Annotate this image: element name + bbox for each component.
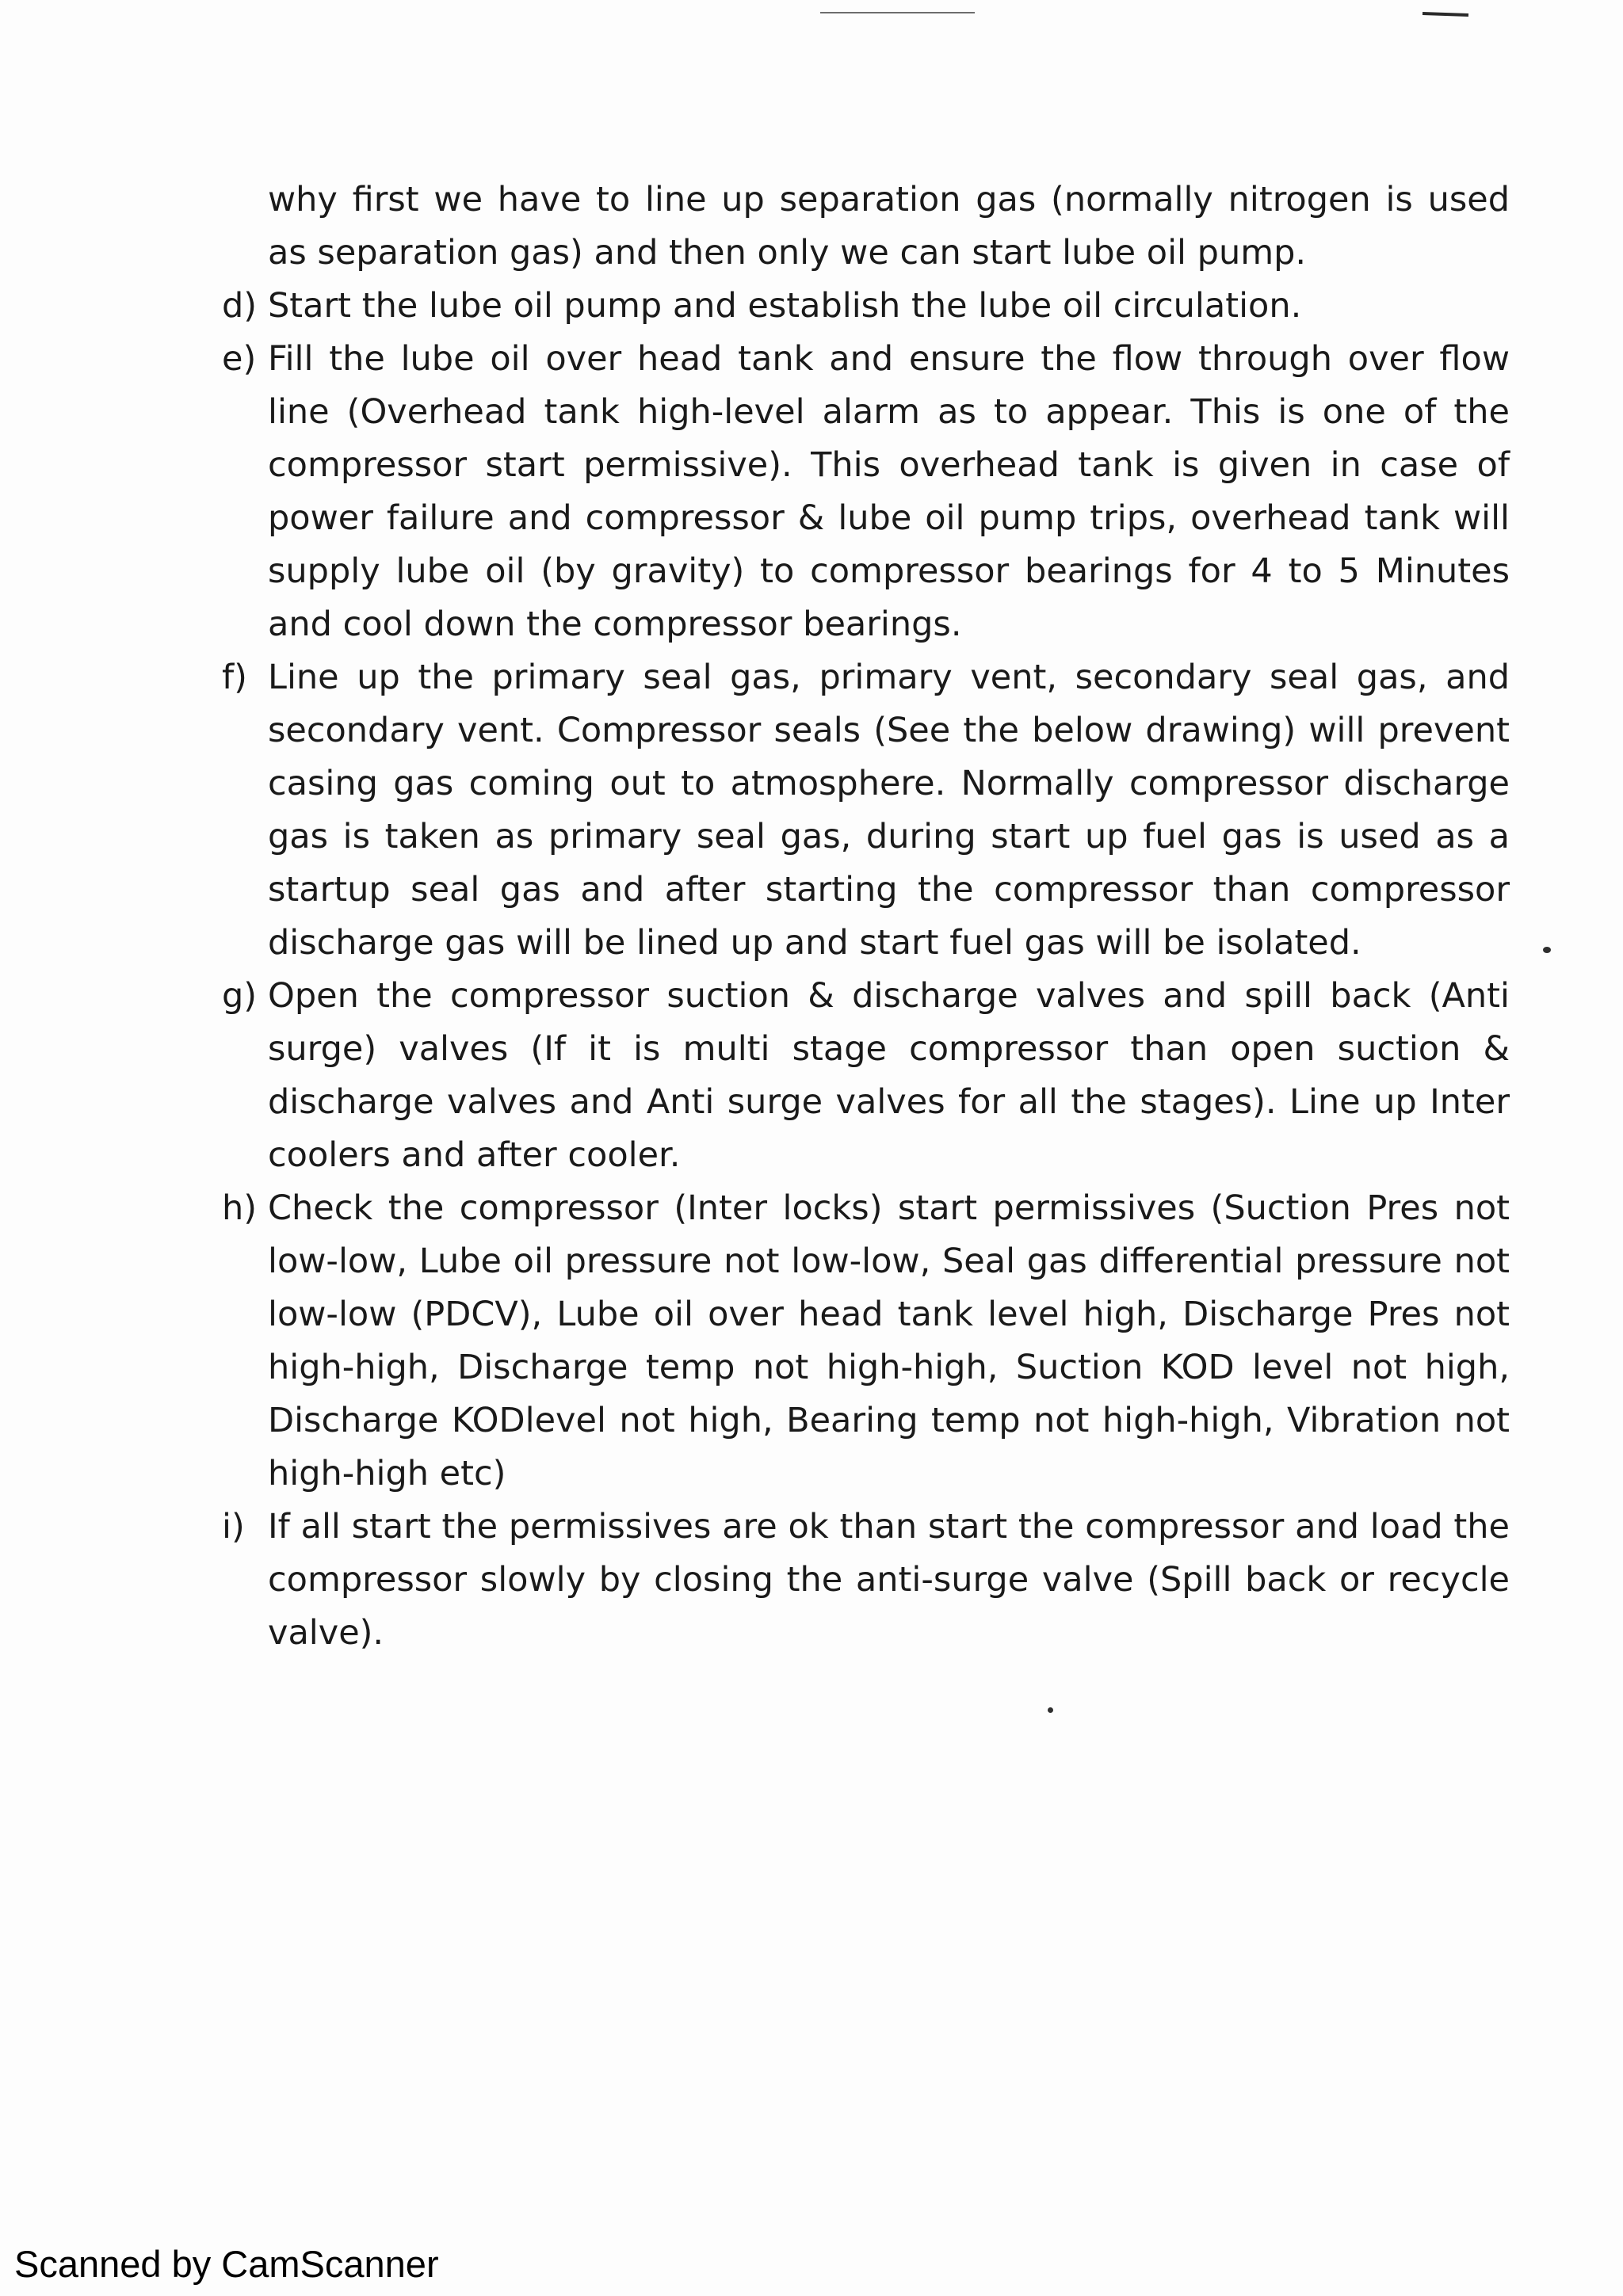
step-e — [222, 333, 1510, 651]
scan-speck — [1048, 1707, 1053, 1713]
scan-speck — [1543, 947, 1551, 953]
continuation-paragraph: why first we have to line up separation gas (normally nitrogen is used as separation gas) and then only we can start lube oil pump. — [268, 180, 1510, 273]
step-f — [222, 651, 1510, 970]
step-marker: d) — [222, 286, 258, 326]
step-marker: i) — [222, 1507, 245, 1547]
top-mark — [1423, 12, 1468, 17]
step-text: Line up the primary seal gas, primary vent, secondary seal gas, and secondary vent. Compressor seals (See the below drawing) will prevent casing gas coming out to atmosphere. Normally compressor discharge gas is taken as primary seal gas, during start up fuel gas is used as a startup seal gas and after starting the compressor than compressor discharge gas will be lined up and start fuel gas will be isolated. — [268, 658, 1510, 963]
scanner-watermark: Scanned by CamScanner — [14, 2243, 439, 2285]
step-marker: g) — [222, 976, 258, 1016]
step-d — [222, 280, 1510, 333]
step-marker: e) — [222, 339, 257, 379]
step-text: Fill the lube oil over head tank and ensure the flow through over flow line (Overhead tank high-level alarm as to appear. This is one of the compressor start permissive). This overhead tank is given in case of power failure and compressor & lube oil pump trips, overhead tank will supply lube oil (by gravity) to compressor bearings for 4 to 5 Minutes and cool down the compressor bearings. — [268, 339, 1510, 644]
step-text: Start the lube oil pump and establish the lube oil circulation. — [268, 286, 1302, 326]
step-h — [222, 1182, 1510, 1501]
step-text: If all start the permissives are ok than start the compressor and load the compressor slowly by closing the anti-surge valve (Spill back or recycle valve). — [268, 1507, 1510, 1653]
step-marker: f) — [222, 658, 247, 697]
step-text: Check the compressor (Inter locks) start permissives (Suction Pres not low-low, Lube oil pressure not low-low, Seal gas differential pressure not low-low (PDCV), Lube oil over head tank level high, Discharge Pres not high-high, Discharge temp not high-high, Suction KOD level not high, Discharge KODlevel not high, Bearing temp not high-high, Vibration not high-high etc) — [268, 1188, 1510, 1493]
document-body — [222, 139, 1510, 1660]
top-rule — [820, 12, 975, 13]
step-i — [222, 1501, 1510, 1660]
step-g — [222, 970, 1510, 1182]
step-marker: h) — [222, 1188, 258, 1228]
step-text: Open the compressor suction & discharge valves and spill back (Anti surge) valves (If it is multi stage compressor than open suction & discharge valves and Anti surge valves for all the stages). Line up Inter coolers and after cooler. — [268, 976, 1510, 1175]
